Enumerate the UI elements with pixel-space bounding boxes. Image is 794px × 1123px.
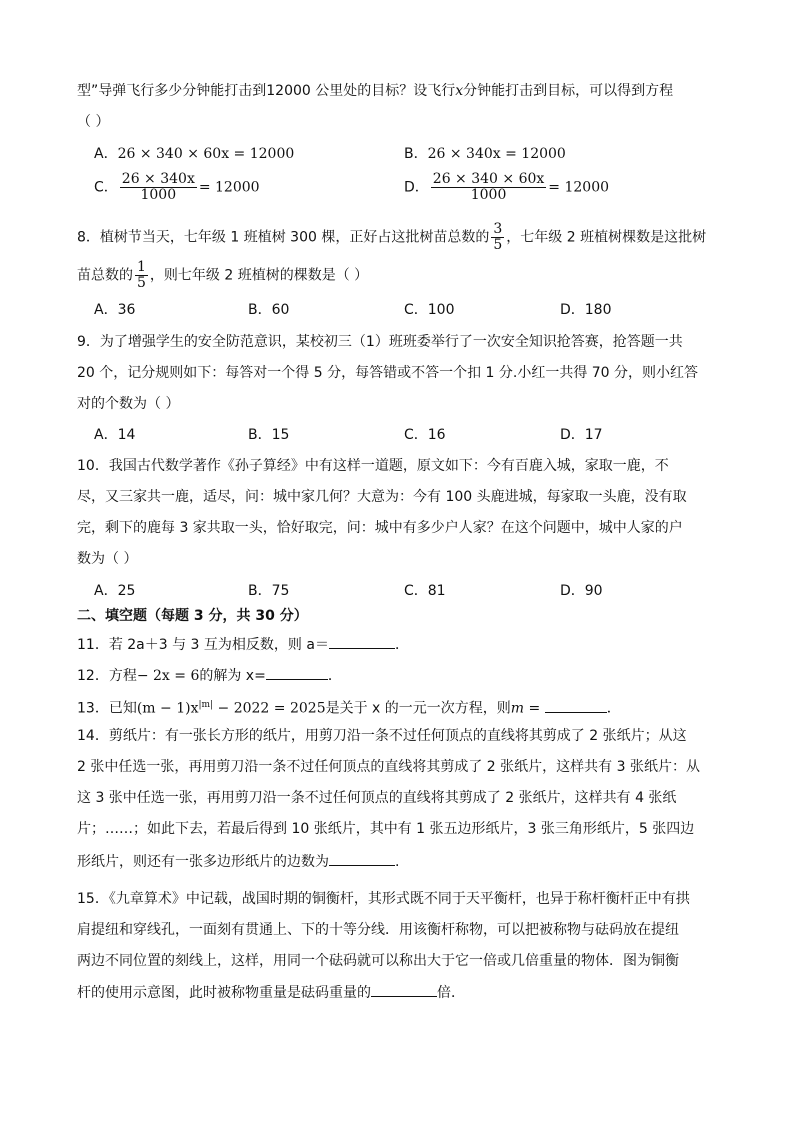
q7-option-c-fraction — [120, 172, 197, 203]
q8-fraction1-denominator: 5 — [493, 237, 503, 253]
q14-line2: 2 张中任选一张，再用剪刀沿一条不过任何顶点的直线将其剪成了 2 张纸片，这样共有 3 张纸片：从 — [77, 759, 700, 775]
q10-option-b: B．75 — [248, 583, 290, 599]
q11-text: 11．若 2a＋3 与 3 互为相反数，则 a＝ — [77, 637, 329, 653]
q15-text: 杆的使用示意图，此时被称物重量是砝码重量的 — [77, 985, 371, 1001]
q7-option-b-eq: 26 × 340x = 12000 — [427, 146, 566, 162]
q8-text-b: ，七年级 2 班植树棵数是这批树 — [506, 229, 707, 246]
q10-line1: 10．我国古代数学著作《孙子算经》中有这样一道题，原文如下：今有百鹿入城，家取一鹿，不 — [77, 458, 669, 474]
q8-line2 — [77, 260, 368, 291]
q8-fraction-1-5 — [135, 260, 148, 291]
q14-text: 形纸片，则还有一张多边形纸片的边数为 — [77, 854, 329, 870]
q11-end: ． — [394, 637, 409, 653]
q8-option-c: C．100 — [404, 302, 455, 318]
q7-stem-line1 — [77, 81, 673, 101]
q8-fraction1-numerator: 3 — [493, 221, 503, 237]
q15-line4 — [77, 982, 465, 1003]
q13-equation-b: − 2022 = 2025 — [213, 700, 326, 717]
q10-line3: 完，剩下的鹿每 3 家共取一头，恰好取完，问：城中有多少户人家？在这个问题中，城中人家的户 — [77, 520, 683, 536]
q8-text-d: ，则七年级 2 班植树的棵数是（ ） — [149, 267, 369, 284]
q9-option-a: A．14 — [94, 427, 136, 443]
q7-option-a-eq: 26 × 340 × 60x = 12000 — [117, 146, 295, 162]
q13-text-mid: 是关于 x 的一元一次方程，则 — [325, 700, 511, 717]
q8-option-b: B．60 — [248, 302, 290, 318]
q7-option-d-letter: D． — [404, 179, 429, 196]
q7-stem-tail: 分钟能打击到目标，可以得到方程 — [463, 83, 674, 99]
q14-line4: 片；……；如此下去，若最后得到 10 张纸片，其中有 1 张五边形纸片，3 张三角形纸片，5 张四边 — [77, 821, 695, 837]
q14-line3: 这 3 张中任选一张，再用剪刀沿一条不过任何顶点的直线将其剪成了 2 张纸片，这样共有 4 张纸 — [77, 790, 677, 806]
q8-line1 — [77, 222, 706, 253]
q8-fraction-3-5 — [491, 222, 504, 253]
q15-line3: 两边不同位置的刻线上，这样，用同一个砝码就可以称出大于它一倍或几倍重量的物体．图为铜衡 — [77, 953, 679, 969]
q15-line1: 15．《九章算术》中记载，战国时期的铜衡杆，其形式既不同于天平衡杆，也异于称杆衡杆正中有拱 — [77, 891, 690, 907]
q7-stem-text: 型”导弹飞行多少分钟能打击到12000 公里处的目标？设飞行 — [77, 83, 456, 99]
q15-line2: 肩提纽和穿线孔，一面刻有贯通上、下的十等分线．用该衡杆称物，可以把被称物与砝码放在提纽 — [77, 922, 679, 938]
q13-equals: = — [524, 700, 545, 717]
q12-line — [77, 665, 342, 686]
q11-answer-blank[interactable] — [329, 634, 395, 649]
q15-end: 倍． — [437, 985, 465, 1001]
q13-end: ． — [606, 700, 621, 717]
q7-option-b-letter: B． — [404, 146, 428, 162]
q7-option-d-rhs: = 12000 — [548, 179, 610, 196]
q12-answer-blank[interactable] — [266, 665, 328, 680]
q13-line — [77, 695, 621, 719]
q8-text-a: 8．植树节当天，七年级 1 班植树 300 棵，正好占这批树苗总数的 — [77, 229, 490, 246]
q7-option-d — [404, 172, 609, 203]
q7-option-d-fraction — [431, 172, 547, 203]
q9-option-c: C．16 — [404, 427, 446, 443]
q8-option-d: D．180 — [560, 302, 612, 318]
q8-fraction2-numerator: 1 — [137, 259, 146, 275]
q7-option-c-denominator: 1000 — [140, 187, 177, 203]
q8-fraction2-denominator: 5 — [137, 275, 146, 291]
q9-line2: 20 个，记分规则如下：每答对一个得 5 分，每答错或不答一个扣 1 分.小红一共得 70 分，则小红答 — [77, 365, 699, 381]
q12-text-mid: 的解为 x= — [199, 668, 266, 684]
q9-option-b: B．15 — [248, 427, 290, 443]
q12-equation: − 2x = 6 — [136, 668, 200, 684]
q14-answer-blank[interactable] — [329, 851, 395, 866]
q13-equation-a: (m − 1)x — [136, 700, 199, 717]
q8-option-a: A．36 — [94, 302, 136, 318]
q14-line5 — [77, 851, 399, 872]
q14-line1: 14．剪纸片：有一张长方形的纸片，用剪刀沿一条不过任何顶点的直线将其剪成了 2 张纸片；从这 — [77, 728, 687, 744]
q7-option-a-letter: A． — [94, 146, 118, 162]
q7-option-c — [94, 172, 260, 203]
q9-line1: 9．为了增强学生的安全防范意识，某校初三（1）班班委举行了一次安全知识抢答赛，抢答题一共 — [77, 334, 683, 350]
q10-option-d: D．90 — [560, 583, 603, 599]
q11-line — [77, 634, 409, 655]
q7-option-c-letter: C． — [94, 179, 118, 196]
q7-stem-line2: （ ） — [77, 114, 110, 130]
section-heading-fill-in: 二、填空题（每题 3 分，共 30 分） — [77, 608, 308, 624]
q12-text: 12．方程 — [77, 668, 137, 684]
q13-answer-blank[interactable] — [545, 698, 607, 713]
q7-option-d-denominator: 1000 — [470, 187, 507, 203]
q13-exponent: |m| — [198, 700, 214, 710]
q10-line4: 数为（ ） — [77, 551, 138, 567]
q7-var-x: x — [455, 83, 464, 99]
q7-option-d-numerator: 26 × 340 × 60x — [432, 171, 545, 187]
q10-option-c: C．81 — [404, 583, 446, 599]
q8-text-c: 苗总数的 — [77, 267, 133, 284]
q7-option-c-rhs: = 12000 — [198, 179, 260, 196]
q13-var-m: m — [510, 700, 525, 717]
q9-line3: 对的个数为（ ） — [77, 396, 180, 412]
q14-end: . — [395, 854, 400, 870]
q15-answer-blank[interactable] — [371, 982, 437, 997]
q10-option-a: A．25 — [94, 583, 136, 599]
q7-option-a — [94, 144, 294, 164]
q10-line2: 尽，又三家共一鹿，适尽，问：城中家几何？大意为：今有 100 头鹿进城，每家取一头鹿，没有取 — [77, 489, 687, 505]
q12-end: ． — [327, 668, 342, 684]
q9-option-d: D．17 — [560, 427, 603, 443]
q7-option-c-numerator: 26 × 340x — [121, 171, 195, 187]
q13-text: 13．已知 — [77, 700, 137, 717]
q7-option-b — [404, 144, 566, 164]
